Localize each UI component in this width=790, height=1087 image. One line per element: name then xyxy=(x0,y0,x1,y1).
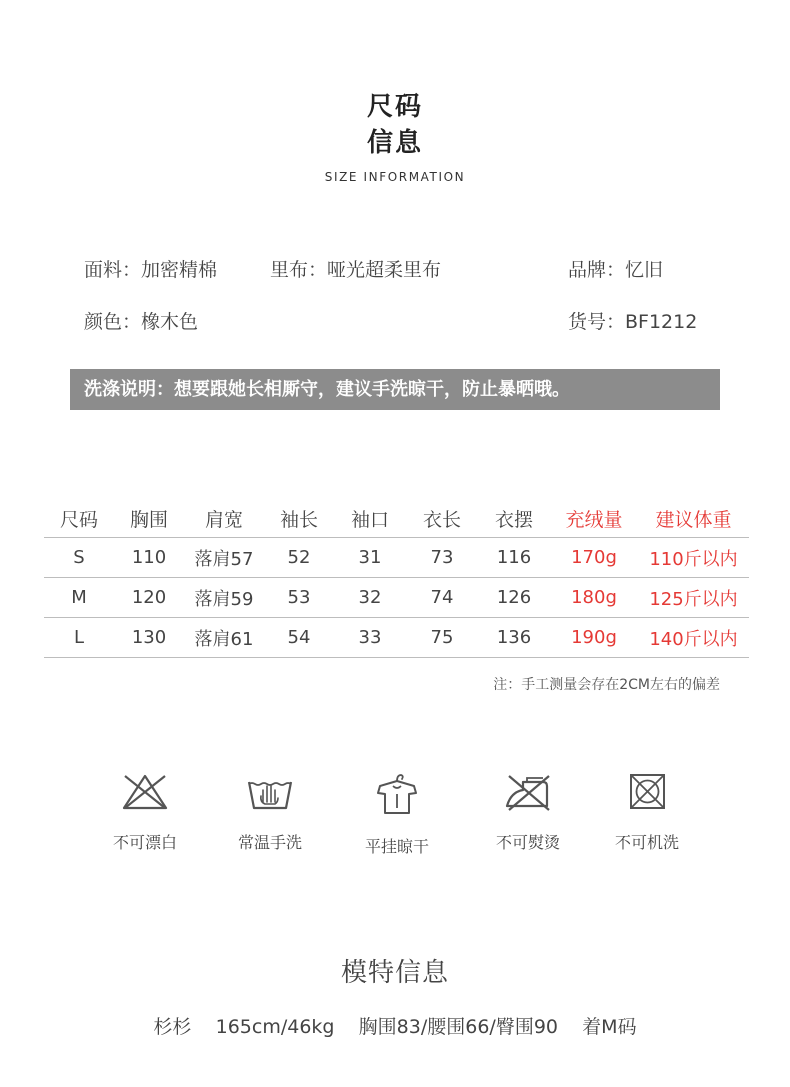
subtitle: SIZE INFORMATION xyxy=(324,170,466,184)
cell-size: L xyxy=(73,627,85,648)
cell-length: 74 xyxy=(430,587,454,608)
header-cuff: 袖口 xyxy=(350,508,389,531)
color-info: 颜色：橡木色 xyxy=(84,311,199,333)
care-item-hang-dry xyxy=(337,772,457,857)
cell-chest: 130 xyxy=(131,627,167,648)
cell-sleeve-length: 54 xyxy=(287,627,311,648)
brand-info: 品牌：忆旧 xyxy=(568,259,664,281)
table-row xyxy=(44,578,749,618)
header-chest: 胸围 xyxy=(129,508,168,531)
cell-hem: 116 xyxy=(496,547,532,568)
care-item-no-bleach xyxy=(85,772,205,853)
cell-recommended-weight: 110斤以内 xyxy=(649,548,738,570)
care-label: 平挂晾干 xyxy=(364,837,429,856)
item-number-info: 货号：BF1212 xyxy=(568,311,698,333)
cell-size: S xyxy=(73,547,85,568)
fabric-info: 面料：加密精棉 xyxy=(84,259,218,281)
care-item-no-machine-wash xyxy=(587,772,707,853)
cell-length: 75 xyxy=(430,627,454,648)
care-label: 不可机洗 xyxy=(614,833,679,852)
cell-cuff: 32 xyxy=(358,587,382,608)
hand-wash-icon xyxy=(245,772,295,812)
model-info-line xyxy=(0,1012,790,1039)
model-size-worn: 着M码 xyxy=(582,1016,637,1038)
header-recommended-weight: 建议体重 xyxy=(655,508,732,531)
header-length: 衣长 xyxy=(422,508,461,531)
wash-instructions-banner: 洗涤说明：想要跟她长相厮守，建议手洗晾干，防止暴晒哦。 xyxy=(70,369,720,410)
cell-length: 73 xyxy=(430,547,454,568)
no-machine-wash-icon xyxy=(622,772,672,812)
cell-size: M xyxy=(71,587,87,608)
cell-shoulder: 落肩59 xyxy=(194,588,254,610)
header-down-fill: 充绒量 xyxy=(565,508,623,531)
model-measurements: 胸围83/腰围66/臀围90 xyxy=(358,1016,558,1038)
cell-shoulder: 落肩57 xyxy=(194,548,254,570)
no-iron-icon xyxy=(503,772,553,812)
care-item-no-iron xyxy=(468,772,588,853)
cell-chest: 120 xyxy=(131,587,167,608)
measurement-note: 注：手工测量会存在2CM左右的偏差 xyxy=(493,677,720,693)
cell-recommended-weight: 125斤以内 xyxy=(649,588,738,610)
model-name: 杉杉 xyxy=(153,1016,192,1038)
cell-shoulder: 落肩61 xyxy=(194,628,254,650)
hang-dry-icon xyxy=(372,772,422,816)
no-bleach-icon xyxy=(120,772,170,812)
title-line-2: 信息 xyxy=(366,128,423,158)
header-size: 尺码 xyxy=(59,508,98,531)
care-label: 常温手洗 xyxy=(237,833,302,852)
cell-cuff: 33 xyxy=(358,627,382,648)
cell-down-fill: 180g xyxy=(571,587,617,608)
cell-sleeve-length: 53 xyxy=(287,587,311,608)
care-item-hand-wash xyxy=(210,772,330,853)
cell-down-fill: 190g xyxy=(571,627,617,648)
title-line-1: 尺码 xyxy=(366,92,423,122)
care-label: 不可漂白 xyxy=(112,833,177,852)
model-info-title: 模特信息 xyxy=(340,958,449,988)
cell-hem: 136 xyxy=(496,627,532,648)
table-row xyxy=(44,538,749,578)
header-sleeve-length: 袖长 xyxy=(279,508,318,531)
header-hem: 衣摆 xyxy=(494,508,533,531)
cell-down-fill: 170g xyxy=(571,547,617,568)
care-label: 不可熨烫 xyxy=(495,833,560,852)
model-height-weight: 165cm/46kg xyxy=(215,1016,335,1038)
cell-recommended-weight: 140斤以内 xyxy=(649,628,738,650)
table-header-row xyxy=(44,499,749,538)
table-row xyxy=(44,618,749,658)
lining-info: 里布：哑光超柔里布 xyxy=(270,259,442,281)
cell-cuff: 31 xyxy=(358,547,382,568)
size-table xyxy=(44,499,749,658)
cell-sleeve-length: 52 xyxy=(287,547,311,568)
header-shoulder: 肩宽 xyxy=(204,508,243,531)
cell-hem: 126 xyxy=(496,587,532,608)
cell-chest: 110 xyxy=(131,547,167,568)
